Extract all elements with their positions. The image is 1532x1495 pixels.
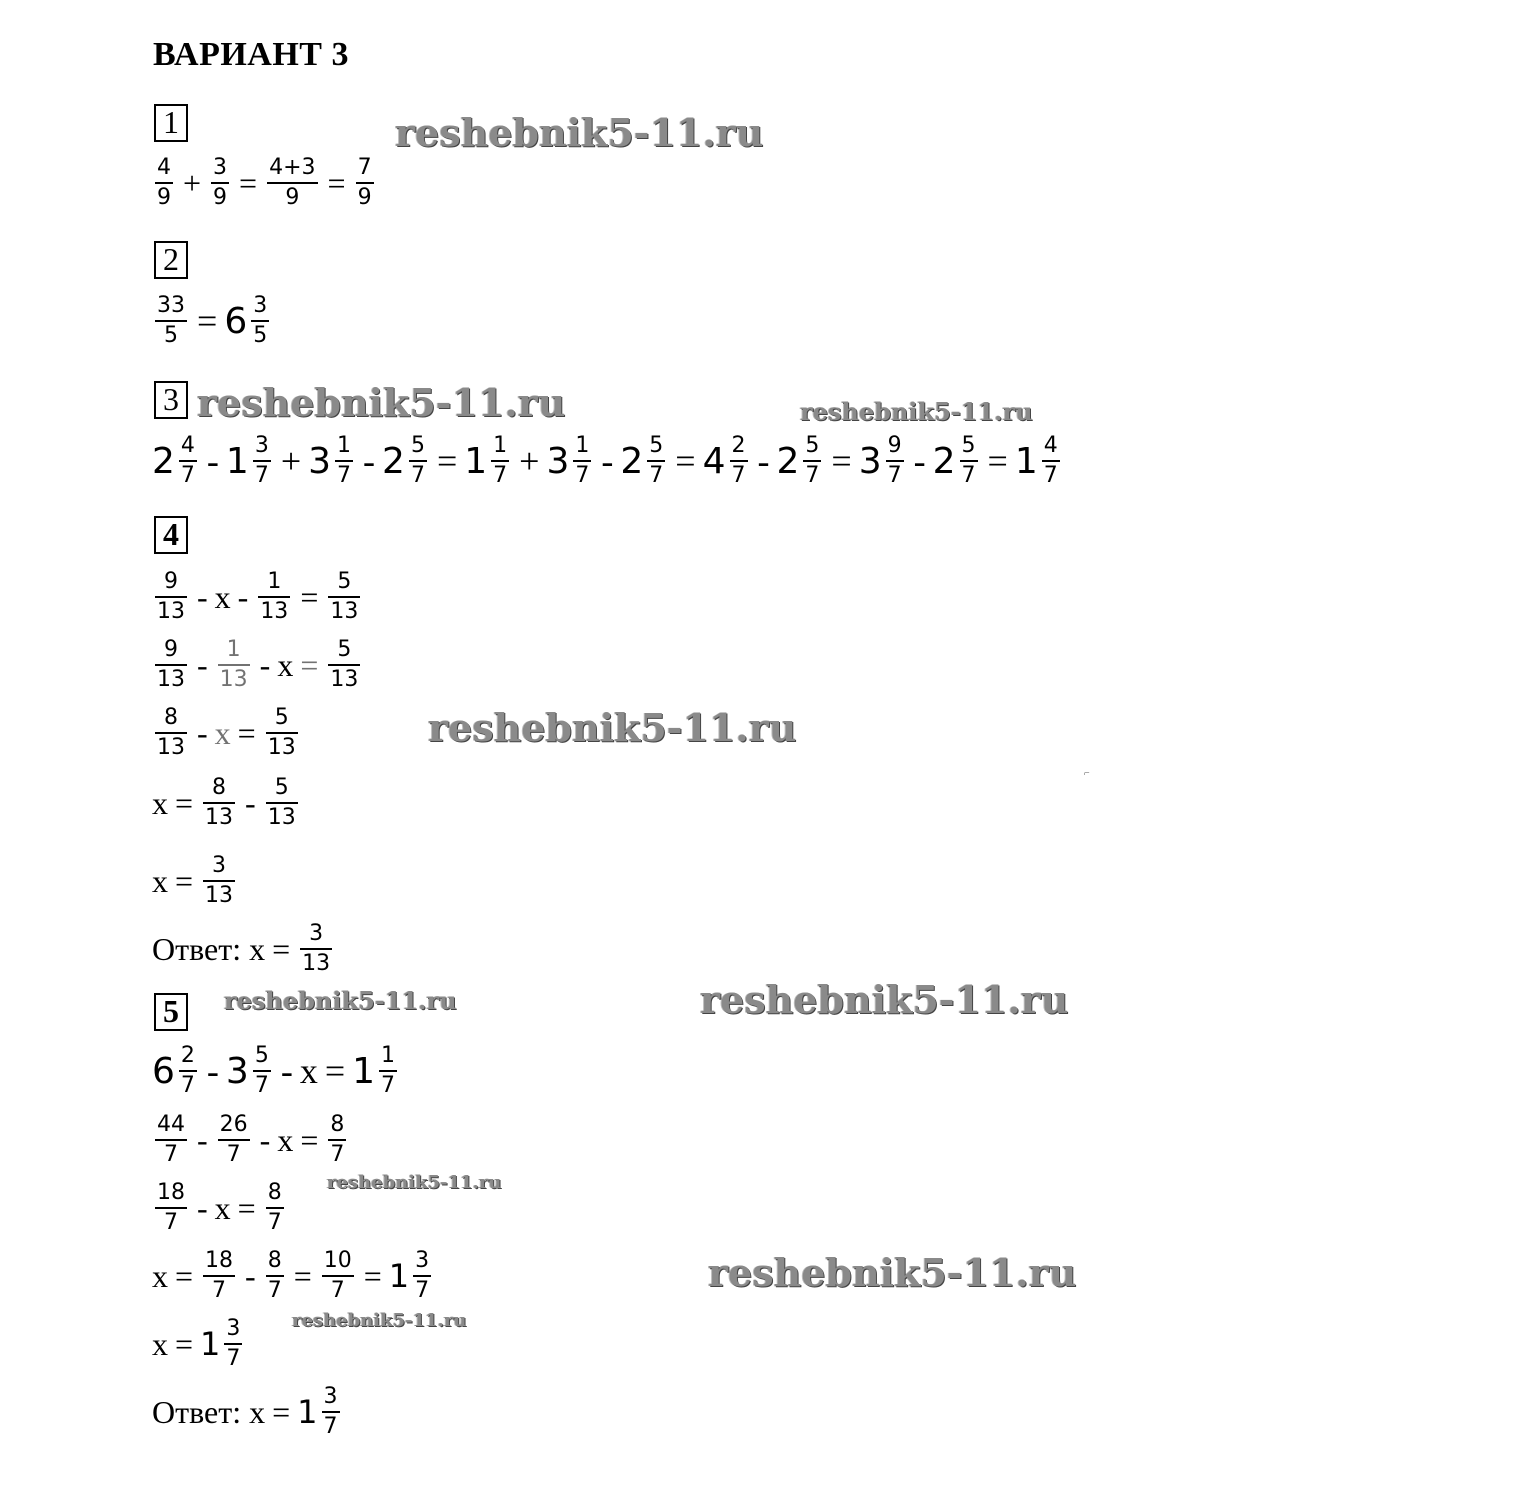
watermark: reshebnik5-11.ru — [708, 1250, 1077, 1295]
stray-mark: ⌐ — [1084, 768, 1090, 779]
watermark: reshebnik5-11.ru — [700, 977, 1069, 1022]
answer-line: Ответ: x = $\frac{3}{13}$ — [152, 921, 331, 976]
equation-line: $\frac{9}{13}$ - $\frac{1}{13}$ - x = $\frac{5}{13}$ — [157, 637, 359, 692]
watermark: reshebnik5-11.ru — [292, 1310, 467, 1331]
task-number: 3 — [154, 381, 188, 419]
equation-line: $\frac{4}{9}$ + $\frac{3}{9}$ = $\frac{4+3}{9}$ = $\frac{7}{9}$ — [157, 155, 372, 210]
equation-line: 6 $\frac{2}{7}$ - 3 $\frac{5}{7}$ - x = 1 $\frac{1}{7}$ — [152, 1043, 396, 1098]
equation-line: $\frac{8}{13}$ - x = $\frac{5}{13}$ — [157, 705, 296, 760]
task-number: 2 — [154, 241, 188, 279]
equation-line: $\frac{9}{13}$ - x - $\frac{1}{13}$ = $\frac{5}{13}$ — [157, 569, 359, 624]
task-number: 4 — [154, 516, 188, 554]
equation-line: $\frac{18}{7}$ - x = $\frac{8}{7}$ — [157, 1180, 282, 1235]
equation-line: x = 1 $\frac{3}{7}$ — [152, 1316, 241, 1371]
task-number: 5 — [154, 993, 188, 1031]
equation-line: 2 $\frac{4}{7}$ - 1 $\frac{3}{7}$ + 3 $\frac{1}{7}$ - 2 $\frac{5}{7}$ = 1 $\frac{1}{7}$ + 3 $\frac{1}{7}$ - 2 $\frac{5}{7}$ = 4 $\frac{2}{7}$ - 2 $\frac{5}{7}$ = 3 $\frac{9}{7}$ - 2 $\frac{5}{7}$ = 1 $\frac{4}{7}$ — [152, 433, 1058, 488]
equation-line: x = $\frac{18}{7}$ - $\frac{8}{7}$ = $\frac{10}{7}$ = 1 $\frac{3}{7}$ — [152, 1248, 430, 1303]
page-title: ВАРИАНТ 3 — [153, 36, 349, 73]
watermark: reshebnik5-11.ru — [197, 380, 566, 425]
answer-line: Ответ: x = 1 $\frac{3}{7}$ — [152, 1384, 338, 1439]
watermark: reshebnik5-11.ru — [224, 986, 457, 1015]
watermark: reshebnik5-11.ru — [327, 1172, 502, 1193]
equation-line: $\frac{33}{5}$ = 6 $\frac{3}{5}$ — [157, 293, 268, 348]
equation-line: x = $\frac{3}{13}$ — [152, 853, 234, 908]
task-number: 1 — [154, 104, 188, 142]
watermark: reshebnik5-11.ru — [395, 110, 764, 155]
equation-line: $\frac{44}{7}$ - $\frac{26}{7}$ - x = $\frac{8}{7}$ — [157, 1112, 345, 1167]
watermark: reshebnik5-11.ru — [800, 397, 1033, 426]
equation-line: x = $\frac{8}{13}$ - $\frac{5}{13}$ — [152, 775, 296, 830]
watermark: reshebnik5-11.ru — [428, 705, 797, 750]
